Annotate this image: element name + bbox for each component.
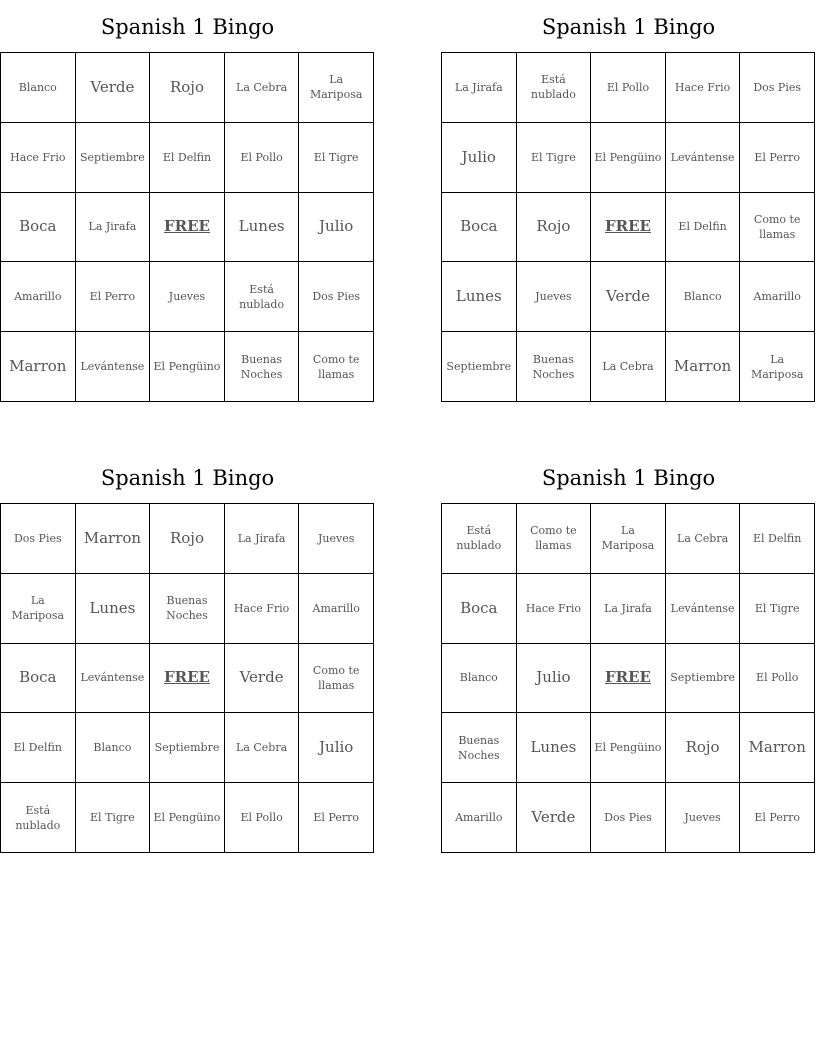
bingo-cell: El Tigre xyxy=(76,783,151,853)
bingo-cell: El Perro xyxy=(740,783,815,853)
free-space: FREE xyxy=(591,644,666,714)
bingo-cell: Está nublado xyxy=(517,53,592,123)
bingo-cell: Rojo xyxy=(517,193,592,263)
bingo-cell: El Pengüino xyxy=(591,713,666,783)
bingo-cell: Marron xyxy=(76,504,151,574)
bingo-cell: El Tigre xyxy=(299,123,374,193)
bingo-cell: Blanco xyxy=(76,713,151,783)
bingo-cell: Marron xyxy=(666,332,741,402)
bingo-cell: El Perro xyxy=(740,123,815,193)
bingo-grid xyxy=(441,503,815,853)
bingo-cell: Como te llamas xyxy=(517,504,592,574)
bingo-cell: Verde xyxy=(225,644,300,714)
bingo-cell: Septiembre xyxy=(150,713,225,783)
bingo-cell: Blanco xyxy=(666,262,741,332)
bingo-cell: Septiembre xyxy=(76,123,151,193)
bingo-cell: Rojo xyxy=(150,504,225,574)
bingo-cell: El Perro xyxy=(76,262,151,332)
bingo-cell: Jueves xyxy=(299,504,374,574)
bingo-cell: Dos Pies xyxy=(1,504,76,574)
card-title: Spanish 1 Bingo xyxy=(541,15,716,39)
bingo-cell: El Delfin xyxy=(666,193,741,263)
bingo-cell: Verde xyxy=(517,783,592,853)
card-title: Spanish 1 Bingo xyxy=(100,466,275,490)
bingo-cell: La Cebra xyxy=(591,332,666,402)
bingo-cell: Amarillo xyxy=(299,574,374,644)
bingo-cell: Como te llamas xyxy=(299,332,374,402)
bingo-cell: Como te llamas xyxy=(299,644,374,714)
free-space: FREE xyxy=(591,193,666,263)
bingo-cell: Dos Pies xyxy=(299,262,374,332)
bingo-cell: El Pengüino xyxy=(150,783,225,853)
bingo-cell: Jueves xyxy=(150,262,225,332)
bingo-cell: La Cebra xyxy=(225,53,300,123)
bingo-cell: Boca xyxy=(442,193,517,263)
card-title: Spanish 1 Bingo xyxy=(100,15,275,39)
bingo-cell: Septiembre xyxy=(666,644,741,714)
bingo-cell: Levántense xyxy=(666,574,741,644)
bingo-cell: Lunes xyxy=(517,713,592,783)
bingo-cell: El Pengüino xyxy=(591,123,666,193)
bingo-cell: Jueves xyxy=(666,783,741,853)
bingo-cell: Julio xyxy=(442,123,517,193)
bingo-cell: Septiembre xyxy=(442,332,517,402)
bingo-cell: La Jirafa xyxy=(442,53,517,123)
bingo-cell: La Jirafa xyxy=(225,504,300,574)
bingo-cell: El Tigre xyxy=(517,123,592,193)
bingo-cell: El Delfin xyxy=(1,713,76,783)
bingo-cell: El Pollo xyxy=(225,123,300,193)
bingo-cell: Amarillo xyxy=(740,262,815,332)
free-space: FREE xyxy=(150,193,225,263)
bingo-cell: Lunes xyxy=(442,262,517,332)
bingo-cell: Rojo xyxy=(666,713,741,783)
bingo-cell: Buenas Noches xyxy=(150,574,225,644)
bingo-cell: La Cebra xyxy=(666,504,741,574)
bingo-cell: El Pollo xyxy=(591,53,666,123)
bingo-grid xyxy=(0,52,374,402)
bingo-cell: Marron xyxy=(1,332,76,402)
bingo-cell: Jueves xyxy=(517,262,592,332)
bingo-cell: Levántense xyxy=(76,332,151,402)
bingo-cell: Lunes xyxy=(76,574,151,644)
card-title: Spanish 1 Bingo xyxy=(541,466,716,490)
bingo-cell: Hace Frio xyxy=(666,53,741,123)
bingo-cell: La Mariposa xyxy=(740,332,815,402)
bingo-cell: Blanco xyxy=(442,644,517,714)
bingo-cell: Buenas Noches xyxy=(442,713,517,783)
bingo-grid xyxy=(441,52,815,402)
bingo-cell: Amarillo xyxy=(442,783,517,853)
bingo-cell: Boca xyxy=(442,574,517,644)
bingo-cell: Hace Frio xyxy=(225,574,300,644)
bingo-cell: El Perro xyxy=(299,783,374,853)
bingo-cell: Levántense xyxy=(666,123,741,193)
bingo-cell: Hace Frio xyxy=(1,123,76,193)
bingo-cell: El Pengüino xyxy=(150,332,225,402)
bingo-cell: Verde xyxy=(591,262,666,332)
bingo-cell: El Delfin xyxy=(740,504,815,574)
bingo-cell: Dos Pies xyxy=(591,783,666,853)
bingo-cell: El Pollo xyxy=(225,783,300,853)
bingo-cell: Julio xyxy=(299,193,374,263)
bingo-cell: El Pollo xyxy=(740,644,815,714)
bingo-cell: Marron xyxy=(740,713,815,783)
bingo-cell: Dos Pies xyxy=(740,53,815,123)
bingo-cell: La Jirafa xyxy=(76,193,151,263)
bingo-cell: Rojo xyxy=(150,53,225,123)
bingo-cell: La Cebra xyxy=(225,713,300,783)
bingo-cell: El Delfin xyxy=(150,123,225,193)
bingo-cell: Julio xyxy=(517,644,592,714)
bingo-cell: Está nublado xyxy=(442,504,517,574)
bingo-cell: Blanco xyxy=(1,53,76,123)
bingo-cell: Julio xyxy=(299,713,374,783)
bingo-cell: Hace Frio xyxy=(517,574,592,644)
bingo-grid xyxy=(0,503,374,853)
bingo-cell: Amarillo xyxy=(1,262,76,332)
bingo-cell: Levántense xyxy=(76,644,151,714)
bingo-cell: Está nublado xyxy=(225,262,300,332)
bingo-cell: Está nublado xyxy=(1,783,76,853)
bingo-cell: La Mariposa xyxy=(1,574,76,644)
bingo-cell: Boca xyxy=(1,193,76,263)
free-space: FREE xyxy=(150,644,225,714)
bingo-cell: Lunes xyxy=(225,193,300,263)
bingo-cell: La Jirafa xyxy=(591,574,666,644)
bingo-cell: Como te llamas xyxy=(740,193,815,263)
bingo-cell: Buenas Noches xyxy=(517,332,592,402)
bingo-cell: Buenas Noches xyxy=(225,332,300,402)
bingo-cell: El Tigre xyxy=(740,574,815,644)
bingo-cell: La Mariposa xyxy=(591,504,666,574)
bingo-cell: Boca xyxy=(1,644,76,714)
bingo-cell: Verde xyxy=(76,53,151,123)
bingo-cell: La Mariposa xyxy=(299,53,374,123)
